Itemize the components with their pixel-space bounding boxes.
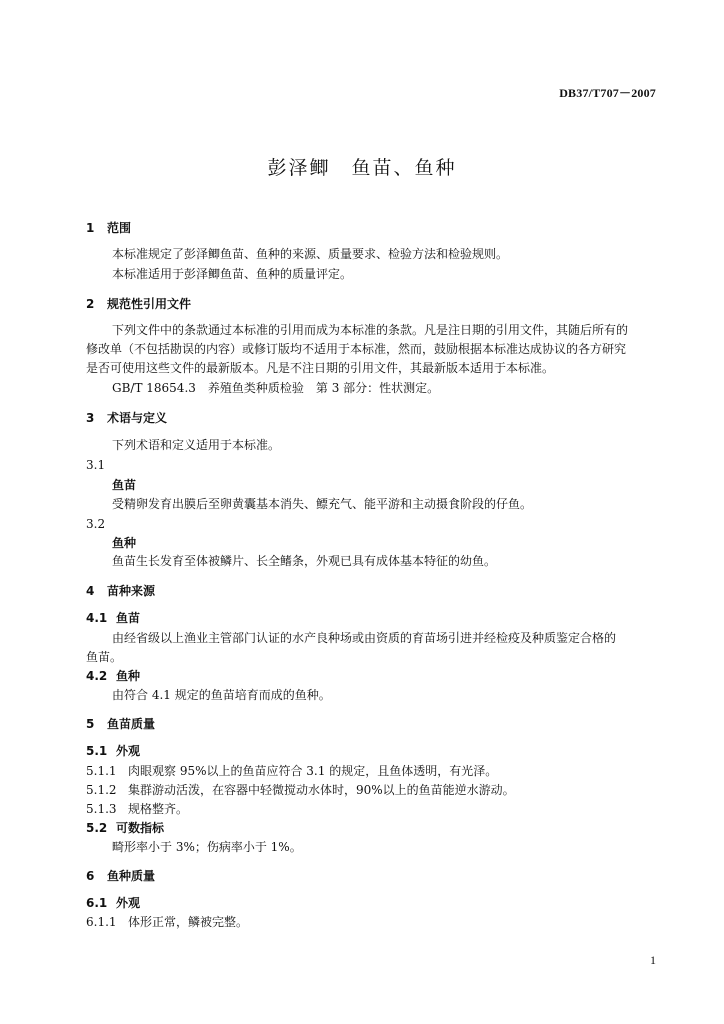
document-code: DB37/T707－2007 [559, 86, 656, 100]
section-title: 范围 [107, 221, 132, 235]
section-4-heading [86, 583, 155, 599]
paragraph: 由符合 4.1 规定的鱼苗培育而成的鱼种。 [112, 688, 331, 702]
section-2-heading [86, 296, 191, 312]
subsection-4-2-heading [86, 668, 140, 684]
section-number: 2 [86, 297, 95, 311]
section-title: 鱼种质量 [107, 869, 156, 883]
section-number: 1 [86, 221, 95, 235]
paragraph-line: 修改单（不包括勘误的内容）或修订版均不适用于本标准，然而，鼓励根据本标准达成协议的各方研究 [86, 342, 627, 356]
paragraph: 下列术语和定义适用于本标准。 [112, 438, 281, 452]
subsection-number: 5.2 [86, 821, 108, 835]
subsection-title: 外观 [116, 744, 141, 758]
subsection-title: 外观 [116, 896, 141, 910]
section-number: 6 [86, 869, 95, 883]
paragraph-line: 下列文件中的条款通过本标准的引用而成为本标准的条款。凡是注日期的引用文件，其随后所有的 [112, 323, 629, 337]
term-name: 鱼苗 [112, 478, 137, 492]
term-number: 3.1 [86, 458, 106, 472]
section-3-heading [86, 410, 167, 426]
paragraph-line: 是否可使用这些文件的最新版本。凡是不注日期的引用文件，其最新版本适用于本标准。 [86, 361, 555, 375]
subsection-number: 4.1 [86, 611, 108, 625]
section-number: 4 [86, 584, 95, 598]
clause-text: 体形正常，鳞被完整。 [128, 915, 249, 929]
term-definition: 受精卵发育出膜后至卵黄囊基本消失、鳔充气、能平游和主动摄食阶段的仔鱼。 [112, 497, 533, 511]
term-definition: 鱼苗生长发育至体被鳞片、长全鳍条，外观已具有成体基本特征的幼鱼。 [112, 554, 497, 568]
clause-text: 规格整齐。 [128, 802, 189, 816]
section-number: 5 [86, 717, 95, 731]
clause-number: 5.1.1 [86, 764, 117, 778]
clause-number: 6.1.1 [86, 915, 117, 929]
subsection-title: 可数指标 [116, 821, 165, 835]
section-number: 3 [86, 411, 95, 425]
clause-text: 集群游动活泼，在容器中轻微搅动水体时，90%以上的鱼苗能逆水游动。 [128, 783, 515, 797]
term-number: 3.2 [86, 517, 106, 531]
clause-number: 5.1.3 [86, 802, 117, 816]
normative-reference: GB/T 18654.3 养殖鱼类种质检验 第 3 部分：性状测定。 [112, 381, 440, 395]
paragraph: 本标准规定了彭泽鲫鱼苗、鱼种的来源、质量要求、检验方法和检验规则。 [112, 247, 509, 261]
subsection-6-1-heading [86, 895, 140, 911]
section-5-heading [86, 716, 155, 732]
subsection-title: 鱼种 [116, 669, 141, 683]
page-number: 1 [650, 953, 656, 967]
section-title: 苗种来源 [107, 584, 156, 598]
subsection-5-1-heading [86, 743, 140, 759]
section-title: 术语与定义 [107, 411, 168, 425]
term-name: 鱼种 [112, 536, 137, 550]
subsection-number: 4.2 [86, 669, 108, 683]
document-title: 彭泽鲫 鱼苗、鱼种 [267, 157, 457, 179]
clause-number: 5.1.2 [86, 783, 117, 797]
clause-6-1-1 [86, 914, 248, 930]
section-title: 规范性引用文件 [107, 297, 192, 311]
clause-5-1-3 [86, 801, 188, 817]
section-title: 鱼苗质量 [107, 717, 156, 731]
paragraph: 畸形率小于 3%；伤病率小于 1%。 [112, 840, 302, 854]
paragraph-line: 由经省级以上渔业主管部门认证的水产良种场或由资质的育苗场引进并经检疫及种质鉴定合格的 [112, 631, 617, 645]
paragraph-line: 鱼苗。 [86, 650, 123, 664]
subsection-5-2-heading [86, 820, 164, 836]
paragraph: 本标准适用于彭泽鲫鱼苗、鱼种的质量评定。 [112, 267, 353, 281]
subsection-number: 5.1 [86, 744, 108, 758]
subsection-number: 6.1 [86, 896, 108, 910]
subsection-title: 鱼苗 [116, 611, 141, 625]
clause-5-1-2 [86, 782, 515, 798]
clause-text: 肉眼观察 95%以上的鱼苗应符合 3.1 的规定，且鱼体透明，有光泽。 [128, 764, 498, 778]
clause-5-1-1 [86, 763, 497, 779]
subsection-4-1-heading [86, 610, 140, 626]
section-1-heading [86, 220, 131, 236]
section-6-heading [86, 868, 155, 884]
